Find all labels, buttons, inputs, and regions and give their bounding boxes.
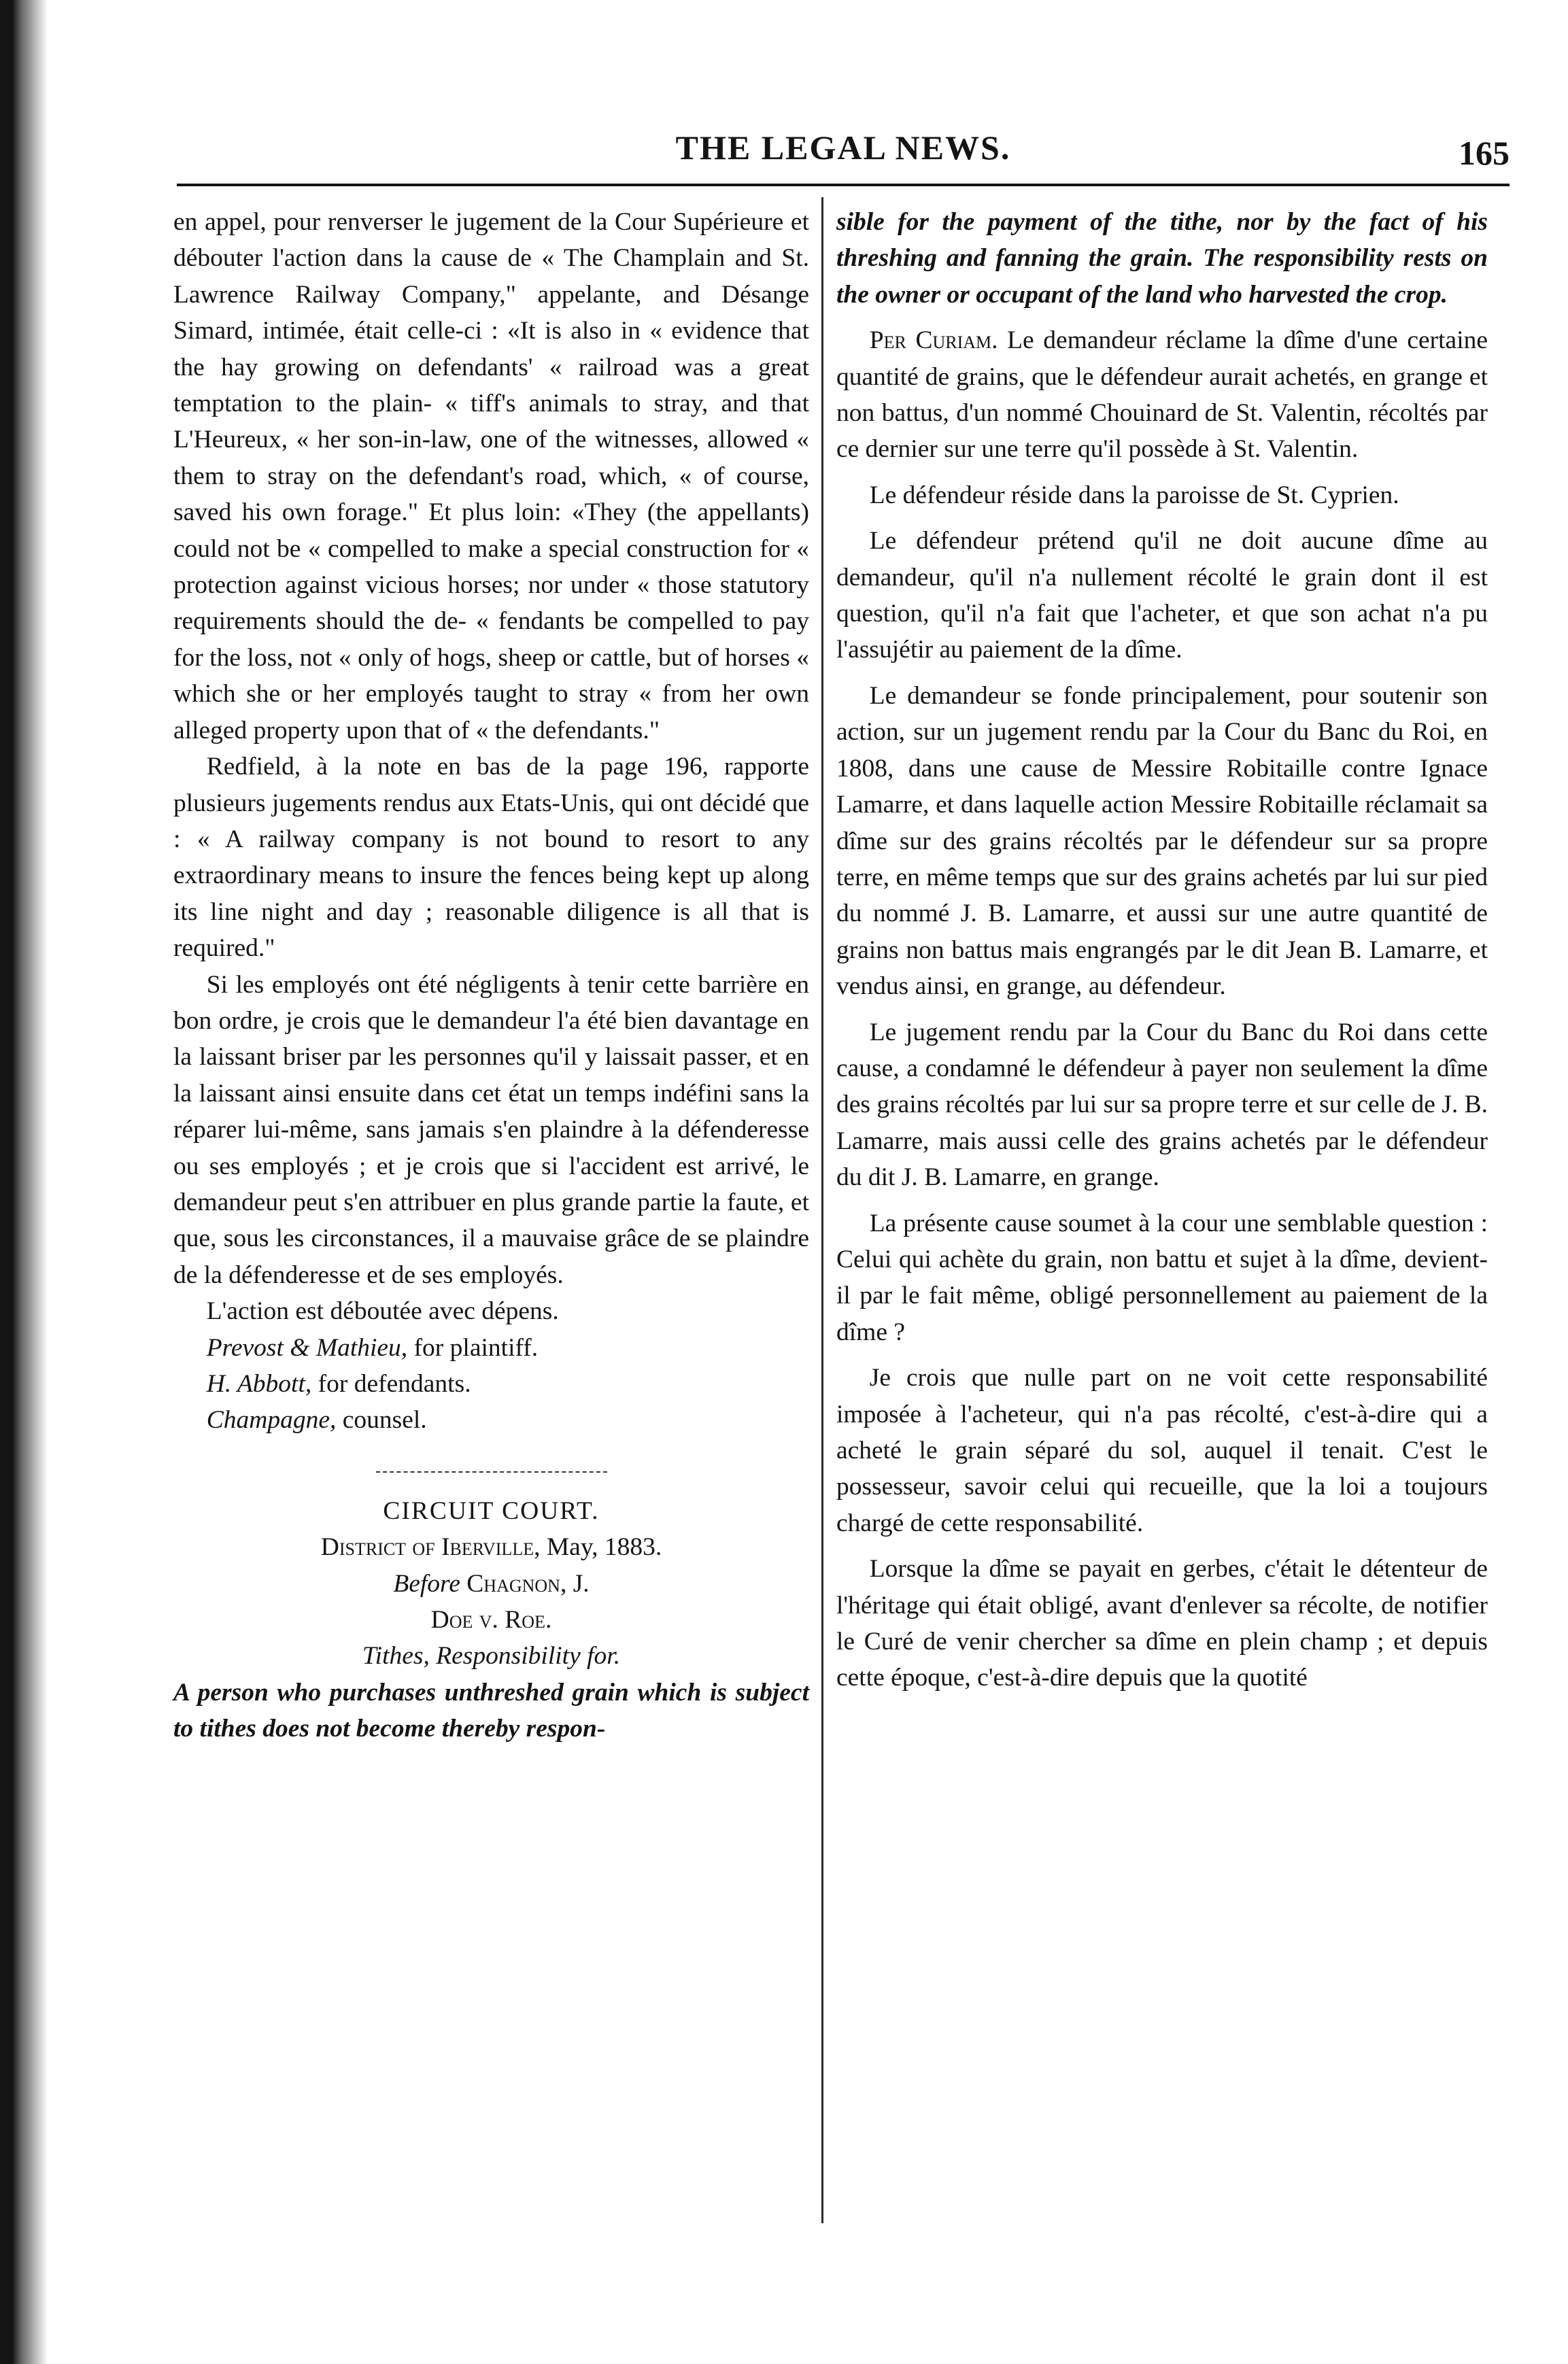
counsel-counsel: [173, 1402, 809, 1438]
page-number: 165: [1459, 134, 1510, 172]
page-binding-shadow: [0, 0, 48, 2364]
counsel-counsel-role: counsel.: [336, 1406, 427, 1435]
counsel-defendants-name: H. Abbott,: [206, 1370, 312, 1398]
left-paragraph-1: en appel, pour renverser le jugement de la Cour Supérieure et débouter l'action dans la cause de « The Champlain and St. Lawrence Railway Company," appelante, and Désange Simard, intimée, était celle-ci : «It is also in « evidence that the hay growing on defendants' « railroad was a great temptation to the plain- « tiff's animals to stray, and that L'Heureux, « her son-in-law, one of the witnesses, allowed « them to stray on the defendant's road, which, « of course, saved his own forage." Et plus loin: «They (the appellants) could not be « compelled to make a special construction for « protection against vicious horses; nor under « those statutory requirements should the de- « fendants be compelled to pay for the loss, not « only of hogs, sheep or cattle, but of horses « which she or her employés taught to stray « from her own alleged property upon that of « the defendants.": [173, 208, 809, 744]
per-curiam-label: Per Curiam.: [869, 326, 998, 355]
right-paragraph-1-text: Le demandeur réclame la dîme d'une certaine quantité de grains, que le défendeur aurait achetés, en grange et non battus, d'un nommé Chouinard de St. Valentin, récoltés par ce dernier sur une terre qu'il possède à St. Valentin.: [836, 326, 1488, 464]
district-name: District of Iberville,: [320, 1533, 541, 1562]
counsel-plaintiff-name: Prevost & Mathieu,: [206, 1333, 408, 1362]
court-title: CIRCUIT COURT.: [383, 1496, 600, 1525]
headnote-start: A person who purchases unthreshed grain which is subject to tithes does not become thereby respon-: [173, 1678, 809, 1743]
district-line: [173, 1529, 809, 1565]
right-paragraph-5: Le jugement rendu par la Cour du Banc du Roi dans cette cause, a condamné le défendeur à payer non seulement la dîme des grains récoltés par lui sur sa propre terre et sur celle de J. B. Lamarre, mais aussi celle des grains achetés par le défendeur du dit J. B. Lamarre, en grange.: [836, 1018, 1488, 1192]
judge-name: Chagnon, J.: [460, 1569, 590, 1598]
left-paragraph-3: Si les employés ont été négligents à tenir cette barrière en bon ordre, je crois que le demandeur l'a été bien davantage en la laissant briser par les personnes qu'il y laissait passer, et en la laissant ainsi ensuite dans cet état un temps indéfini sans la réparer lui-même, sans jamais s'en plaindre à la défenderesse ou ses employés ; et je crois que si l'accident est arrivé, le demandeur peut s'en attribuer en plus grande partie la faute, et que, sous les circonstances, il a mauvaise grâce de se plaindre de la défenderesse et de ses employés.: [173, 970, 809, 1289]
case-name: Doe v. Roe.: [430, 1606, 552, 1634]
right-paragraph-7: Je crois que nulle part on ne voit cette responsabilité imposée à l'acheteur, qui n'a pas récolté, c'est-à-dire qui a acheté le grain séparé du sol, auquel il tenait. C'est le possesseur, savoir celui qui recueille, que la loi a toujours chargé de cette responsabilité.: [836, 1364, 1488, 1537]
judge-line: [173, 1566, 809, 1602]
page-header: [177, 128, 1510, 189]
counsel-defendants: [173, 1366, 809, 1402]
case-subject: Tithes, Responsibility for.: [362, 1642, 621, 1671]
header-rule: [177, 184, 1510, 186]
running-title: THE LEGAL NEWS.: [675, 129, 1011, 167]
counsel-plaintiff-role: for plaintiff.: [407, 1333, 539, 1362]
right-paragraph-4: Le demandeur se fonde principalement, pour soutenir son action, sur un jugement rendu par la Cour du Banc du Roi, en 1808, dans une cause de Messire Robitaille contre Ignace Lamarre, et dans laquelle action Messire Robitaille réclamait sa dîme sur des grains récoltés par le défendeur sur sa propre terre, en même temps que sur des grains achetés par lui sur pied du nommé J. B. Lamarre, et aussi sur une autre quantité de grains non battus mais engrangés par le dit Jean B. Lamarre, et vendus ainsi, en grange, au défendeur.: [836, 681, 1488, 1001]
right-paragraph-8: Lorsque la dîme se payait en gerbes, c'était le détenteur de l'héritage qui était obligé, avant d'enlever sa récolte, de notifier le Curé de venir chercher sa dîme en plein champ ; et depuis cette époque, c'est-à-dire depuis que la quotité: [836, 1555, 1488, 1692]
district-date: May, 1883.: [540, 1533, 662, 1562]
right-paragraph-3: Le défendeur prétend qu'il ne doit aucune dîme au demandeur, qu'il n'a nullement récolté le grain dont il est question, qu'il n'a fait que l'acheter, et que son achat n'a pu l'assujétir au paiement de la dîme.: [836, 527, 1488, 664]
counsel-counsel-name: Champagne,: [206, 1406, 337, 1435]
left-column: [173, 204, 809, 1747]
left-paragraph-2: Redfield, à la note en bas de la page 196, rapporte plusieurs jugements rendus aux Etats-Unis, qui ont décidé que : « A railway company is not bound to resort to any extraordinary means to insure the fences being kept up along its line night and day ; reasonable diligence is all that is required.": [173, 753, 809, 963]
section-separator: [376, 1471, 607, 1473]
right-paragraph-6: La présente cause soumet à la cour une semblable question : Celui qui achète du grain, non battu et sujet à la dîme, devient-il par le fait même, obligé personnellement au paiement de la dîme ?: [836, 1209, 1488, 1346]
right-paragraph-2: Le défendeur réside dans la paroisse de St. Cyprien.: [869, 481, 1399, 509]
right-paragraph-1: [836, 322, 1488, 468]
before-word: Before: [393, 1569, 460, 1598]
counsel-defendants-role: for defendants.: [311, 1370, 471, 1398]
column-divider: [821, 197, 823, 2223]
counsel-plaintiff: [173, 1330, 809, 1366]
right-column: [836, 204, 1488, 1696]
judgment-line: L'action est déboutée avec dépens.: [206, 1297, 559, 1326]
headnote-end: sible for the payment of the tithe, nor by the fact of his threshing and fanning the grain. The responsibility rests on the owner or occupant of the land who harvested the crop.: [836, 208, 1488, 309]
